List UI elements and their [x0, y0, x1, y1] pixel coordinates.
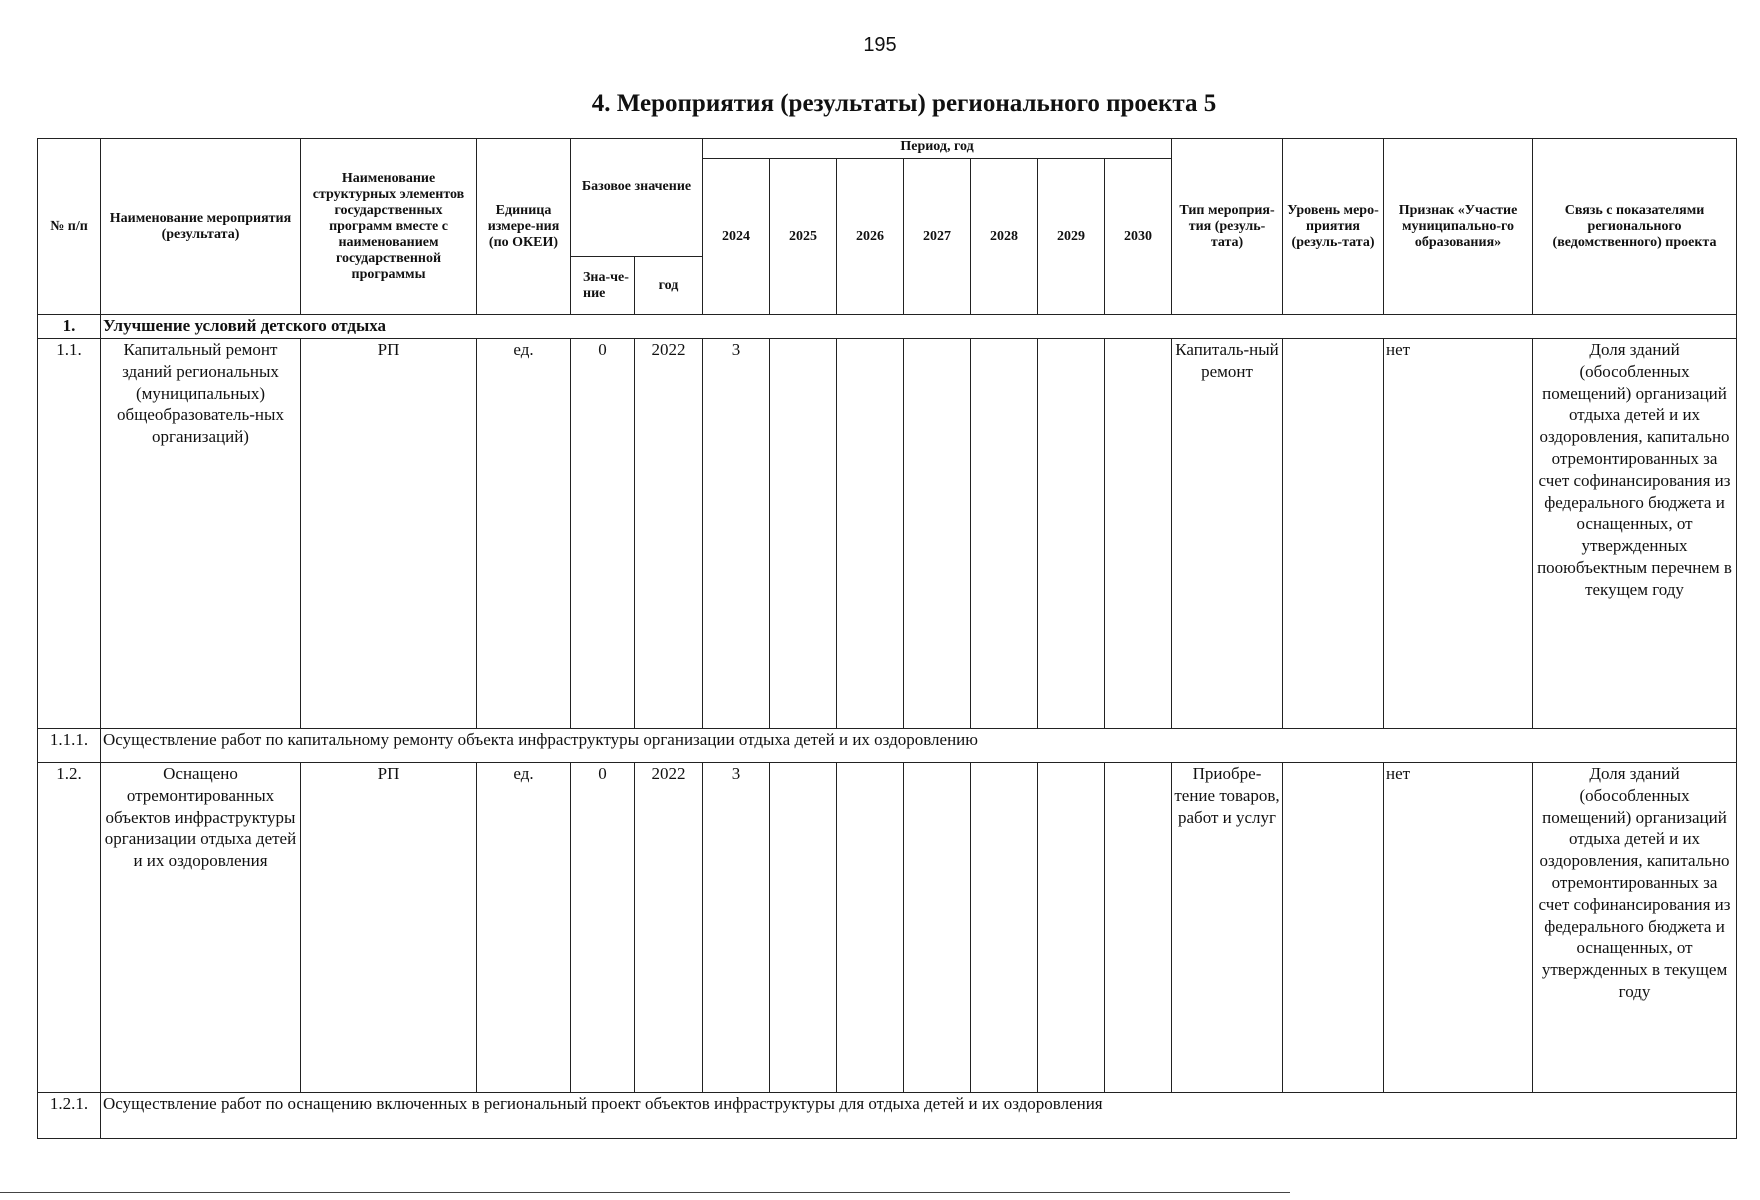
- row-base-value: 0: [571, 763, 635, 1093]
- row-structural: РП: [301, 339, 477, 729]
- table-row: [38, 339, 1737, 729]
- row-municipal: нет: [1384, 763, 1533, 1093]
- row-year-value: 3: [703, 763, 770, 1093]
- row-year-value: [904, 339, 971, 729]
- header-year: 2024: [703, 159, 770, 315]
- subrow-num: 1.1.1.: [38, 729, 101, 763]
- header-base-value: Зна-че-ние: [571, 257, 635, 315]
- subrow-text: Осуществление работ по оснащению включенных в региональный проект объектов инфраструктуры для отдыха детей и их оздоровления: [101, 1093, 1737, 1139]
- header-row-1: [38, 139, 1737, 159]
- row-link: Доля зданий (обособленных помещений) организаций отдыха детей и их оздоровления, капитально отремонтированных за счет софинансирования из федерального бюджета и оснащенных, от утвержденных в текущем году: [1533, 763, 1737, 1093]
- row-unit: ед.: [477, 763, 571, 1093]
- row-year-value: 3: [703, 339, 770, 729]
- header-link: Связь с показателями регионального (ведомственного) проекта: [1533, 139, 1737, 315]
- header-level: Уровень меро-приятия (резуль-тата): [1283, 139, 1384, 315]
- table-row: [38, 763, 1737, 1093]
- header-year: 2029: [1038, 159, 1105, 315]
- header-base: Базовое значение: [571, 139, 703, 257]
- row-base-year: 2022: [635, 339, 703, 729]
- subrow-num: 1.2.1.: [38, 1093, 101, 1139]
- row-num: 1.2.: [38, 763, 101, 1093]
- section-row: [38, 315, 1737, 339]
- header-municipal: Признак «Участие муниципально-го образования»: [1384, 139, 1533, 315]
- section-num: 1.: [38, 315, 101, 339]
- row-name: Капитальный ремонт зданий региональных (муниципальных) общеобразователь-ных организаций): [101, 339, 301, 729]
- page-number: 195: [863, 34, 897, 56]
- row-year-value: [770, 339, 837, 729]
- row-structural: РП: [301, 763, 477, 1093]
- header-period: Период, год: [703, 139, 1172, 159]
- row-year-value: [1038, 339, 1105, 729]
- row-unit: ед.: [477, 339, 571, 729]
- header-name: Наименование мероприятия (результата): [101, 139, 301, 315]
- header-type: Тип мероприя-тия (резуль-тата): [1172, 139, 1283, 315]
- header-unit: Единица измере-ния (по ОКЕИ): [477, 139, 571, 315]
- row-year-value: [770, 763, 837, 1093]
- row-year-value: [1105, 339, 1172, 729]
- header-base-year: год: [635, 257, 703, 315]
- activities-table: [37, 138, 1737, 1139]
- header-year: 2025: [770, 159, 837, 315]
- row-num: 1.1.: [38, 339, 101, 729]
- row-base-value: 0: [571, 339, 635, 729]
- row-year-value: [971, 763, 1038, 1093]
- table-subrow: [38, 729, 1737, 763]
- row-year-value: [971, 339, 1038, 729]
- row-year-value: [1038, 763, 1105, 1093]
- section-title: Улучшение условий детского отдыха: [101, 315, 1737, 339]
- row-type: Капиталь-ный ремонт: [1172, 339, 1283, 729]
- header-structural: Наименование структурных элементов государственных программ вместе с наименованием государственной программы: [301, 139, 477, 315]
- row-type: Приобре-тение товаров, работ и услуг: [1172, 763, 1283, 1093]
- header-year: 2027: [904, 159, 971, 315]
- subrow-text: Осуществление работ по капитальному ремонту объекта инфраструктуры организации отдыха детей и их оздоровлению: [101, 729, 1737, 763]
- row-year-value: [837, 763, 904, 1093]
- row-level: [1283, 763, 1384, 1093]
- row-year-value: [1105, 763, 1172, 1093]
- row-base-year: 2022: [635, 763, 703, 1093]
- table-subrow: [38, 1093, 1737, 1139]
- header-num: № п/п: [38, 139, 101, 315]
- row-municipal: нет: [1384, 339, 1533, 729]
- header-year: 2028: [971, 159, 1038, 315]
- row-name: Оснащено отремонтированных объектов инфраструктуры организации отдыха детей и их оздоровления: [101, 763, 301, 1093]
- row-year-value: [837, 339, 904, 729]
- document-title: 4. Мероприятия (результаты) регионального проекта 5: [591, 90, 1217, 117]
- row-level: [1283, 339, 1384, 729]
- row-year-value: [904, 763, 971, 1093]
- header-year: 2030: [1105, 159, 1172, 315]
- header-year: 2026: [837, 159, 904, 315]
- page-bottom-rule: [0, 1192, 1290, 1193]
- row-link: Доля зданий (обособленных помещений) организаций отдыха детей и их оздоровления, капитально отремонтированных за счет софинансирования из федерального бюджета и оснащенных, от утвержденных пооюбъектным перечнем в текущем году: [1533, 339, 1737, 729]
